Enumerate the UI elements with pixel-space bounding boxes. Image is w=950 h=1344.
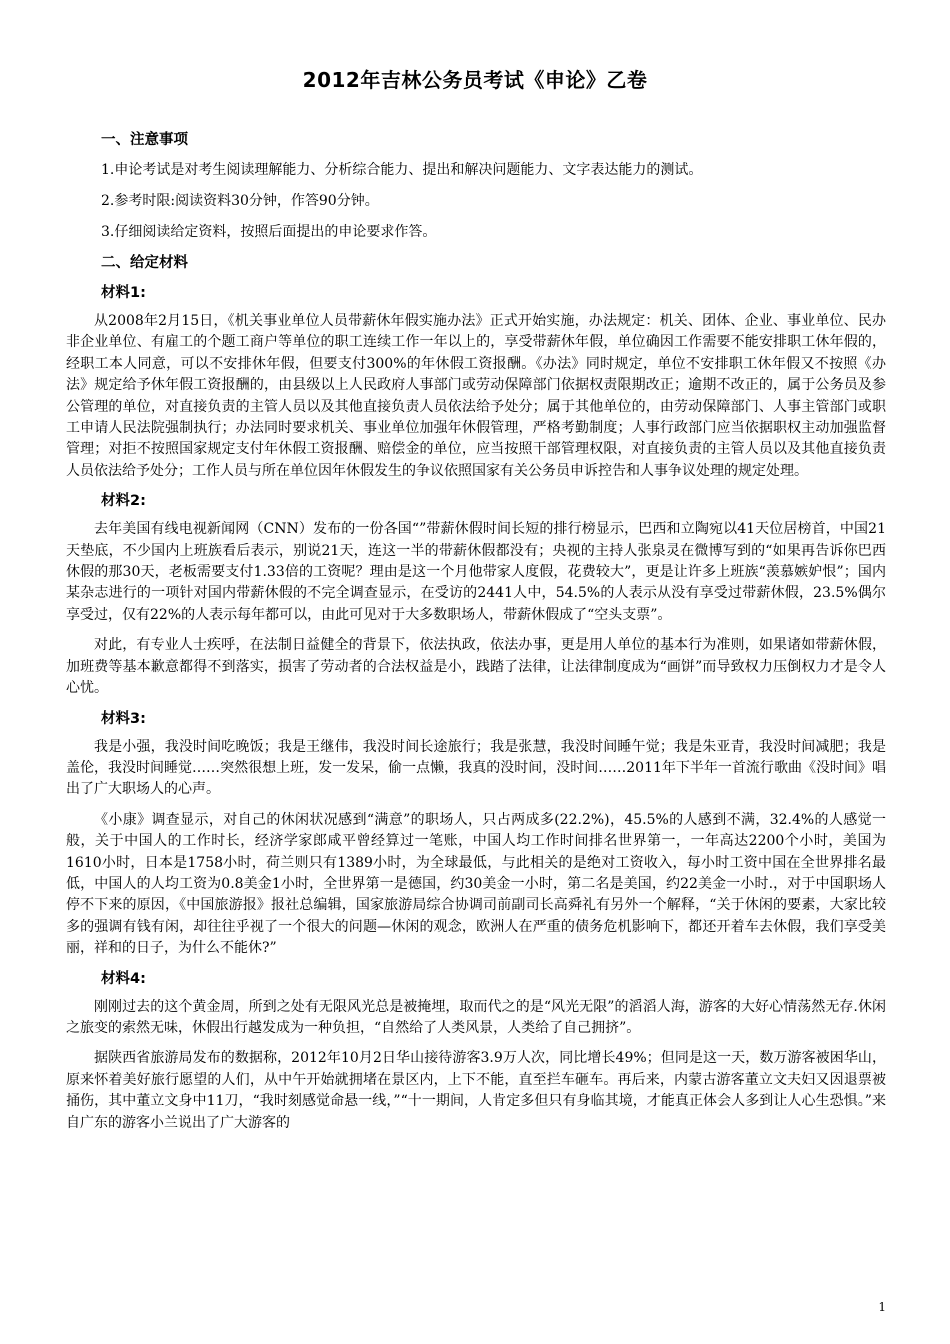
page-number: 1 xyxy=(878,1300,886,1314)
material-title: 材料1: xyxy=(101,285,146,301)
material-paragraph: 从2008年2月15日，《机关事业单位人员带薪休年假实施办法》正式开始实施，办法规定：机关、团体、企业、事业单位、民办非企业单位、有雇工的个题工商户等单位的职工连续工作一年以上的，享受带薪休年假，单位确因工作需要不能安排职工休年假的，经职工本人同意，可以不安排休年假，但要支付300%的年休假工资报酬。《办法》同时规定，单位不安排职工休年假又不按照《办法》规定给予休年假工资报酬的，由县级以上人民政府人事部门或劳动保障部门依据权责限期改正；逾期不改正的，属于公务员及参公管理的单位，对直接负责的主管人员以及其他直接负责人员依法给予处分；属于其他单位的，由劳动保障部门、人事主管部门或职工申请人民法院强制执行；办法同时要求机关、事业单位加强年休假管理，严格考勤制度；人事行政部门应当依据职权主动加强监督管理；对拒不按照国家规定支付年休假工资报酬、赔偿金的单位，应当按照干部管理权限，对直接负责的主管人员以及其他直接负责人员依法给予处分；工作人员与所在单位因年休假发生的争议依照国家有关公务员申诉控告和人事争议处理的规定处理。 xyxy=(66,313,886,479)
document-title: 2012年吉林公务员考试《申论》乙卷 xyxy=(302,68,648,92)
material-paragraph: 刚刚过去的这个黄金周，所到之处有无限风光总是被掩埋，取而代之的是“风光无限”的滔滔人海，游客的大好心情荡然无存.休闲之旅变的索然无味，休假出行越发成为一种负担，“自然给了人类风景，人类给了自己拥挤”。 xyxy=(66,998,886,1036)
material-title: 材料3: xyxy=(101,710,146,727)
section-heading-materials: 二、给定材料 xyxy=(101,255,188,271)
note-item: 2.参考时限:阅读资料30分钟，作答90分钟。 xyxy=(101,193,379,209)
note-item: 3.仔细阅读给定资料，按照后面提出的申论要求作答。 xyxy=(101,224,437,240)
material-title: 材料4: xyxy=(101,970,146,987)
section-heading-notes: 一、注意事项 xyxy=(101,132,188,148)
material-paragraph: 《小康》调查显示，对自己的休闲状况感到“满意”的职场人，只占两成多(22.2%)，45.5%的人感到不满，32.4%的人感觉一般，关于中国人的工作时长，经济学家郎咸平曾经算过一笔账，中国人均工作时间排名世界第一，一年高达2200个小时，美国为1610小时，日本是1758小时，荷兰则只有1389小时，为全球最低，与此相关的是绝对工资收入，每小时工资中国在全世界排名最低，中国人的人均工资为0.8美金1小时，全世界第一是德国，约30美金一小时，第二名是美国，约22美金一小时.，对于中国职场人停不下来的原因，《中国旅游报》报社总编辑，国家旅游局综合协调司前副司长高舜礼有另外一个解释，“关于休闲的要素，大家比较多的强调有钱有闲，却往往乎视了一个很大的问题—休闲的观念，欧洲人在严重的债务危机影响下，都还开着车去休假，我们享受美丽，祥和的日子，为什么不能休?” xyxy=(66,811,886,957)
document-body xyxy=(66,130,886,1140)
material-paragraph: 我是小强，我没时间吃晚饭；我是王继伟，我没时间长途旅行；我是张慧，我没时间睡午觉；我是朱亚青，我没时间减肥；我是盖伦，我没时间睡觉……突然很想上班，发一发呆，偷一点懒，我真的没时间，没时间……2011年下半年一首流行歌曲《没时间》唱出了广大职场人的心声。 xyxy=(66,738,886,798)
material-paragraph: 据陕西省旅游局发布的数据称，2012年10月2日华山接待游客3.9万人次，同比增长49%；但同是这一天，数万游客被困华山，原来怀着美好旅行愿望的人们，从中午开始就拥堵在景区内，上下不能，直至拦车砸车。再后来，内蒙古游客董立文夫妇又因退票被捅伤，其中董立文身中11刀，“我时刻感觉命悬一线，”“十一期间，人肯定多但只有身临其境，才能真正体会人多到让人心生恐惧。”来自广东的游客小兰说出了广大游客的 xyxy=(66,1050,886,1131)
material-paragraph: 对此，有专业人士疾呼，在法制日益健全的背景下，依法执政，依法办事，更是用人单位的基本行为准则，如果诸如带薪休假，加班费等基本歉意都得不到落实，损害了劳动者的合法权益是小，践踏了法律，让法律制度成为“画饼”而导致权力压倒权力才是令人心忧。 xyxy=(66,637,886,697)
note-item: 1.申论考试是对考生阅读理解能力、分析综合能力、提出和解决问题能力、文字表达能力的测试。 xyxy=(101,162,703,178)
material-paragraph: 去年美国有线电视新闻网（CNN）发布的一份各国“”带薪休假时间长短的排行榜显示，巴西和立陶宛以41天位居榜首，中国21天垫底，不少国内上班族看后表示，别说21天，连这一半的带薪休假都没有；央视的主持人张泉灵在微博写到的“如果再告诉你巴西休假的那30天，老板需要支付1.33倍的工资呢？理由是这一个月他带家人度假，花费较大”，更是让许多上班族“羡慕嫉妒恨”；国内某杂志进行的一项针对国内带薪休假的不完全调查显示，在受访的2441人中，54.5%的人表示从没有享受过带薪休假，23.5%偶尔享受过，仅有22%的人表示每年都可以，由此可见对于大多数职场人，带薪休假成了“空头支票”。 xyxy=(66,521,886,623)
material-title: 材料2: xyxy=(101,493,146,510)
